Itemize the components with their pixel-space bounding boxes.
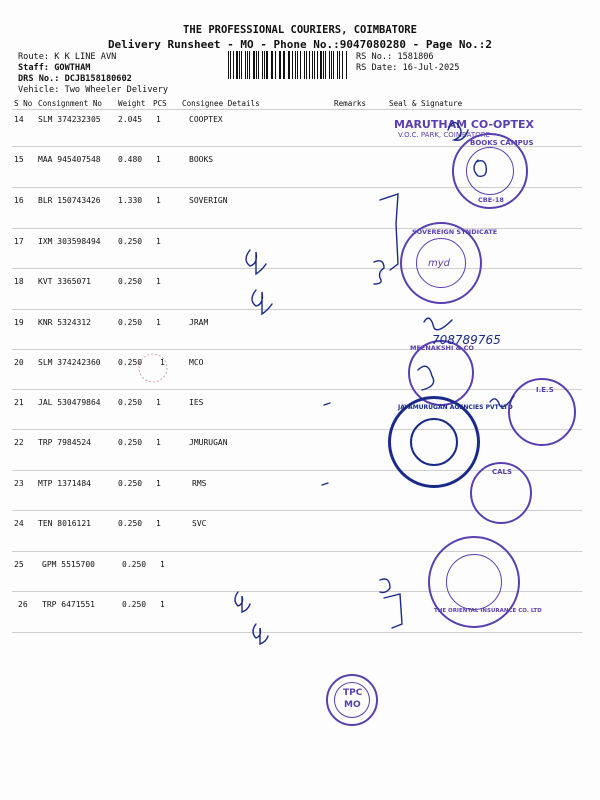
col-weight: Weight [118, 99, 146, 108]
col-pcs: PCS [153, 99, 167, 108]
row-consignee: JMURUGAN [189, 438, 228, 447]
barcode-bar [230, 51, 231, 79]
signature-row-17 [246, 250, 266, 274]
row-sno: 19 [14, 318, 24, 327]
barcode-bar [288, 51, 289, 79]
row-divider [12, 429, 582, 430]
vehicle-label: Vehicle: Two Wheeler Delivery [18, 85, 169, 95]
row-weight: 0.250 [118, 519, 143, 528]
bracket-mark-23 [322, 483, 328, 485]
barcode-bar [300, 51, 302, 79]
handwritten-phone: 708789765 [432, 333, 501, 347]
oriental-insurance-text: THE ORIENTAL INSURANCE CO. LTD [434, 608, 542, 614]
row-consignment: BLR 150743426 [38, 196, 101, 205]
barcode-bar [241, 51, 242, 79]
row-consignment: SLM 374242360 [38, 358, 101, 367]
tpc-stamp-text: TPC [343, 688, 363, 698]
ies-stamp-text: I.E.S [536, 386, 554, 394]
row-weight: 0.250 [122, 560, 147, 569]
row-weight: 1.330 [118, 196, 143, 205]
barcode-bar [339, 51, 341, 79]
header-divider [12, 109, 582, 110]
row-consignee: COOPTEX [189, 115, 223, 124]
row-sno: 18 [14, 277, 24, 286]
row-sno: 15 [14, 155, 24, 164]
row-weight: 0.480 [118, 155, 143, 164]
marutham-stamp-address: V.O.C. PARK, COIMBATORE [398, 131, 490, 139]
row-pcs: 1 [156, 519, 161, 528]
row-weight: 0.250 [122, 600, 147, 609]
row-sno: 25 [14, 560, 24, 569]
barcode-bar [292, 51, 293, 79]
barcode-bar [304, 51, 305, 79]
row-pcs: 1 [156, 398, 161, 407]
row-consignee: MCO [189, 358, 204, 367]
col-consignment: Consignment No [38, 99, 103, 108]
barcode-bar [314, 51, 315, 79]
col-consignee: Consignee Details [182, 99, 260, 108]
barcode-bar [337, 51, 338, 79]
bracket-mark-21 [324, 403, 330, 405]
barcode-bar [262, 51, 263, 79]
barcode-bar [272, 51, 273, 79]
barcode-bar [253, 51, 255, 79]
row-divider [12, 349, 582, 350]
row-pcs: 1 [156, 196, 161, 205]
row-consignee: BOOKS [189, 155, 214, 164]
col-seal: Seal & Signature [389, 99, 463, 108]
row-divider [12, 632, 582, 633]
sovereign-stamp-text: SOVEREIGN SYNDICATE [412, 228, 498, 236]
company-title: THE PROFESSIONAL COURIERS, COIMBATORE [183, 24, 417, 36]
signature-row-20 [424, 318, 452, 330]
books-campus-text: BOOKS CAMPUS [470, 139, 534, 147]
route-label: Route: K K LINE AVN [18, 52, 117, 62]
row-divider [12, 389, 582, 390]
row-consignment: TRP 7984524 [38, 438, 91, 447]
barcode-bar [283, 51, 285, 79]
row-sno: 23 [14, 479, 24, 488]
row-weight: 0.250 [118, 438, 143, 447]
barcode-bar [306, 51, 307, 79]
barcode-bar [342, 51, 343, 79]
row-weight: 0.250 [118, 277, 143, 286]
row-consignment: IXM 303598494 [38, 237, 101, 246]
barcode-bar [295, 51, 296, 79]
oriental-insurance-stamp-inner [446, 554, 502, 610]
row-pcs: 1 [156, 115, 161, 124]
row-consignment: JAL 530479864 [38, 398, 101, 407]
mo-stamp-text: MO [344, 700, 361, 710]
staff-label: Staff: GOWTHAM [18, 63, 91, 73]
row-consignment: TRP 6471551 [42, 600, 95, 609]
row-pcs: 1 [156, 277, 161, 286]
barcode-bar [317, 51, 318, 79]
row-pcs: 1 [156, 479, 161, 488]
barcode-bar [249, 51, 250, 79]
row-consignment: SLM 374232305 [38, 115, 101, 124]
marutham-stamp: MARUTHAM CO-OPTEX [394, 118, 534, 131]
jayamurugan-stamp-inner [410, 418, 458, 466]
row-consignment: GPM 5515700 [42, 560, 95, 569]
row-divider [12, 268, 582, 269]
runsheet-subtitle: Delivery Runsheet - MO - Phone No.:9047080280 - Page No.:2 [107, 38, 493, 51]
barcode-bar [309, 51, 310, 79]
barcode-bar [245, 51, 246, 79]
barcode-bar [280, 51, 281, 79]
barcode-bar [279, 51, 280, 79]
col-sno: S No [14, 99, 33, 108]
barcode-bar [325, 51, 326, 79]
barcode-bar [256, 51, 257, 79]
row-consignment: MTP 1371484 [38, 479, 91, 488]
barcode-bar [333, 51, 334, 79]
row-pcs: 1 [160, 560, 165, 569]
barcode-bar [247, 51, 248, 79]
row-weight: 0.250 [118, 358, 143, 367]
row-sno: 16 [14, 196, 24, 205]
barcode-bar [258, 51, 259, 79]
row-pcs: 1 [156, 438, 161, 447]
barcode-bar [275, 51, 276, 79]
barcode-bar [320, 51, 322, 79]
barcode-bar [233, 51, 234, 79]
row-sno: 17 [14, 237, 24, 246]
barcode-bar [271, 51, 272, 79]
signature-row-26 [253, 624, 268, 644]
jayamurugan-stamp-text: JAYAMURUGAN AGENCIES PVT LTD [398, 404, 513, 411]
bracket-mark-17 [374, 261, 384, 284]
cals-stamp-text: CALS [492, 468, 513, 476]
barcode-bar [239, 51, 240, 79]
row-consignee: SOVERIGN [189, 196, 228, 205]
row-sno: 26 [18, 600, 28, 609]
barcode-bar [228, 51, 229, 79]
row-consignee: SVC [192, 519, 207, 528]
row-pcs: 1 [160, 358, 165, 367]
row-consignee: JRAM [189, 318, 209, 327]
signature-row-18 [252, 290, 272, 314]
row-weight: 0.250 [118, 237, 143, 246]
rs-date: RS Date: 16-Jul-2025 [356, 63, 460, 73]
row-pcs: 1 [156, 318, 161, 327]
row-pcs: 1 [160, 600, 165, 609]
row-consignment: MAA 945407548 [38, 155, 101, 164]
barcode-bar [289, 51, 290, 79]
row-weight: 0.250 [118, 398, 143, 407]
row-sno: 21 [14, 398, 24, 407]
barcode-bar [323, 51, 324, 79]
row-consignee: IES [189, 398, 204, 407]
books-campus-stamp-inner [466, 147, 514, 195]
bracket-mark-16 [380, 194, 398, 270]
barcode-bar [236, 51, 238, 79]
row-sno: 24 [14, 519, 24, 528]
row-pcs: 1 [156, 237, 161, 246]
row-weight: 2.045 [118, 115, 143, 124]
row-sno: 20 [14, 358, 24, 367]
row-sno: 22 [14, 438, 24, 447]
col-remarks: Remarks [334, 99, 367, 108]
row-weight: 0.250 [118, 318, 143, 327]
row-pcs: 1 [156, 155, 161, 164]
row-weight: 0.250 [118, 479, 143, 488]
sovereign-signature: myd [428, 258, 451, 269]
barcode-bar [297, 51, 298, 79]
barcode-bar [331, 51, 332, 79]
signature-row-25 [235, 592, 250, 612]
meenakshi-stamp-text: MEENAKSHI & CO [410, 344, 474, 352]
row-divider [12, 309, 582, 310]
books-campus-code: CBE-18 [478, 196, 504, 204]
barcode-bar [266, 51, 268, 79]
barcode-bar [312, 51, 313, 79]
rs-number: RS No.: 1581806 [356, 52, 434, 62]
barcode-bar [329, 51, 330, 79]
barcode-bar [346, 51, 347, 79]
row-consignment: KVT 3365071 [38, 277, 91, 286]
barcode-bar [264, 51, 265, 79]
row-consignee: RMS [192, 479, 207, 488]
bracket-mark-26 [384, 594, 402, 628]
row-sno: 14 [14, 115, 24, 124]
row-consignment: KNR 5324312 [38, 318, 91, 327]
drs-number: DRS No.: DCJB158180602 [18, 74, 132, 84]
barcode [228, 51, 348, 79]
row-consignment: TEN 8016121 [38, 519, 91, 528]
